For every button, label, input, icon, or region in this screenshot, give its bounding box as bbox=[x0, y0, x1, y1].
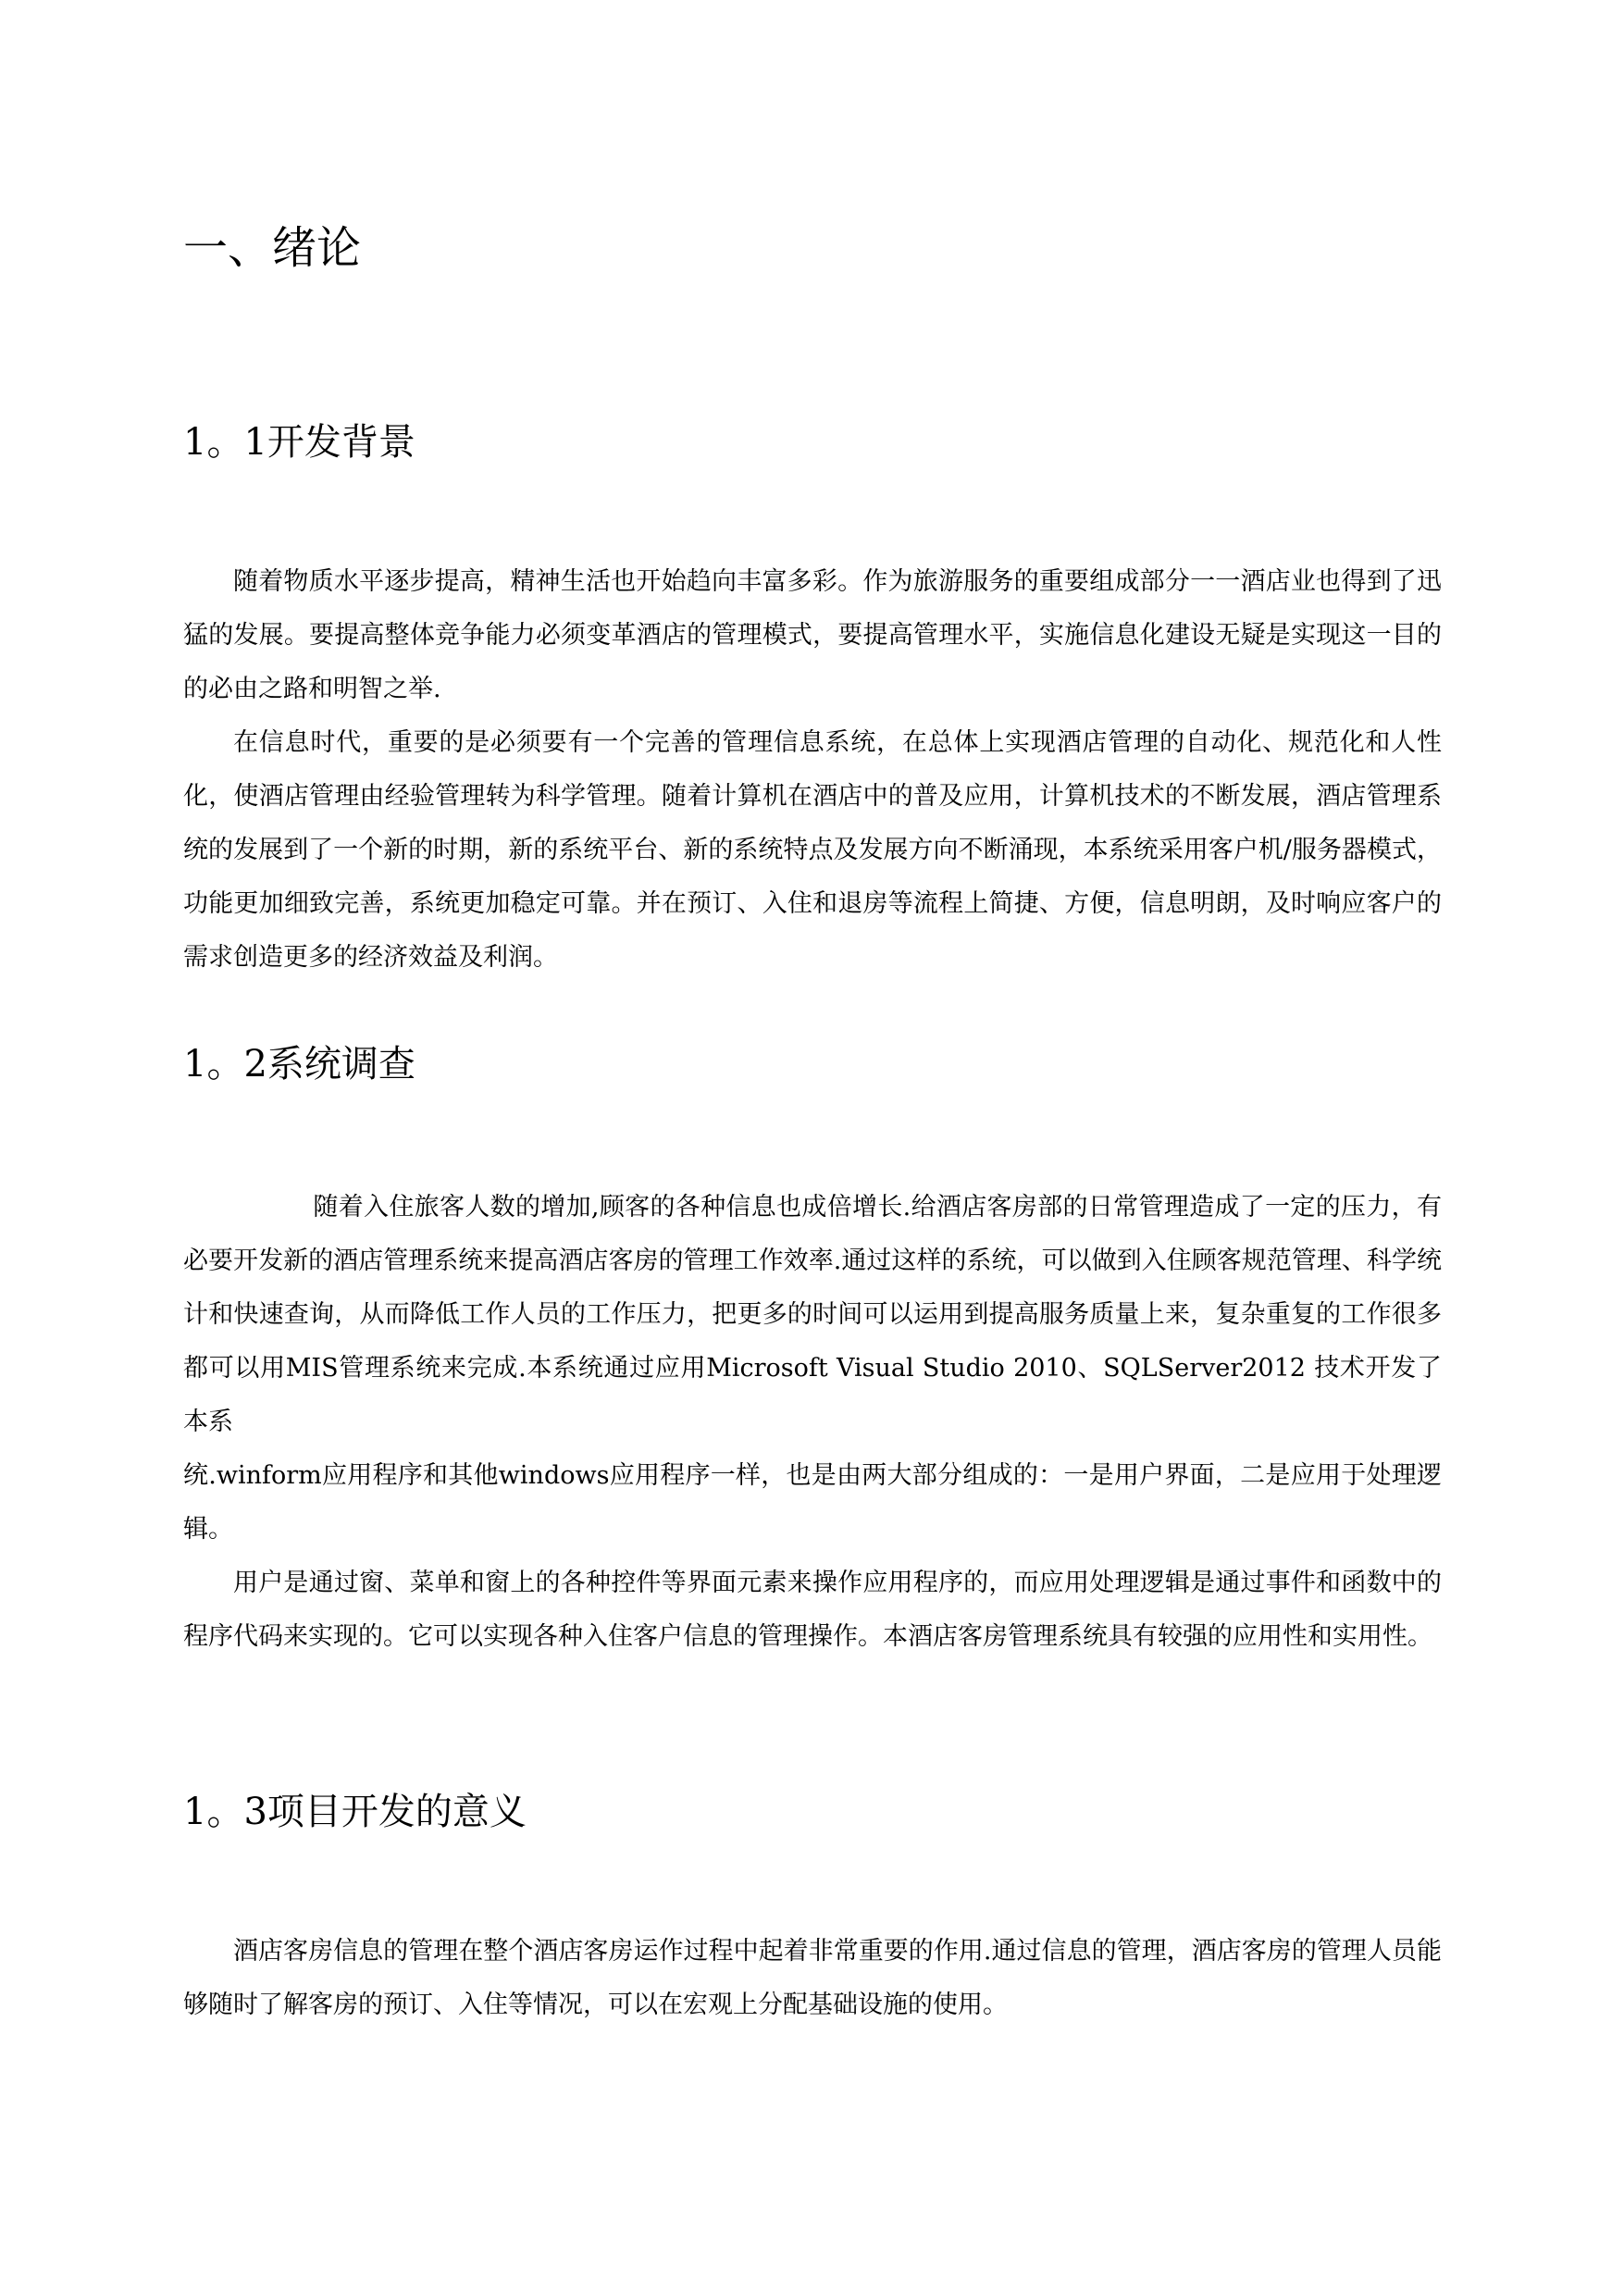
paragraph-1-3-a: 酒店客房信息的管理在整个酒店客房运作过程中起着非常重要的作用.通过信息的管理，酒店客房的管理人员能够随时了解客房的预订、入住等情况，可以在宏观上分配基础设施的使用。 bbox=[183, 1937, 1442, 2019]
paragraph-1-2-a: 随着入住旅客人数的增加,顾客的各种信息也成倍增长.给酒店客房部的日常管理造成了一定的压力，有必要开发新的酒店管理系统来提高酒店客房的管理工作效率.通过这样的系统，可以做到入住顾客规范管理、科学统计和快速查询，从而降低工作人员的工作压力，把更多的时间可以运用到提高服务质量上来，复杂重复的工作很多都可以用MIS管理系统来完成.本系统通过应用Microsoft Visual Studio 2010、SQLServer2012 技术开发了 本系 bbox=[183, 1193, 1442, 1436]
chapter-title: 一、绪论 bbox=[183, 222, 362, 274]
paragraph-1-2-c: 用户是通过窗、菜单和窗上的各种控件等界面元素来操作应用程序的，而应用处理逻辑是通过事件和函数中的程序代码来实现的。它可以实现各种入住客户信息的管理操作。本酒店客房管理系统具有较强的应用性和实用性。 bbox=[183, 1569, 1442, 1651]
section-title-1-1: 1。1开发背景 bbox=[183, 421, 415, 464]
paragraph-1-2-b: 统.winform应用程序和其他windows应用程序一样，也是由两大部分组成的：一是用户界面，二是应用于处理逻辑。 bbox=[183, 1461, 1442, 1544]
paragraph-1-1-a: 随着物质水平逐步提高，精神生活也开始趋向丰富多彩。作为旅游服务的重要组成部分一一酒店业也得到了迅猛的发展。要提高整体竞争能力必须变革酒店的管理模式，要提高管理水平，实施信息化建设无疑是实现这一目的的必由之路和明智之举. bbox=[183, 567, 1442, 703]
section-title-1-3: 1。3项目开发的意义 bbox=[183, 1791, 527, 1833]
section-title-1-2: 1。2系统调查 bbox=[183, 1043, 415, 1085]
paragraph-1-1-b: 在信息时代，重要的是必须要有一个完善的管理信息系统，在总体上实现酒店管理的自动化、规范化和人性化，使酒店管理由经验管理转为科学管理。随着计算机在酒店中的普及应用，计算机技术的不断发展，酒店管理系统的发展到了一个新的时期，新的系统平台、新的系统特点及发展方向不断涌现，本系统采用客户机/服务器模式，功能更加细致完善，系统更加稳定可靠。并在预订、入住和退房等流程上简捷、方便，信息明朗，及时响应客户的需求创造更多的经济效益及利润。 bbox=[183, 728, 1442, 972]
